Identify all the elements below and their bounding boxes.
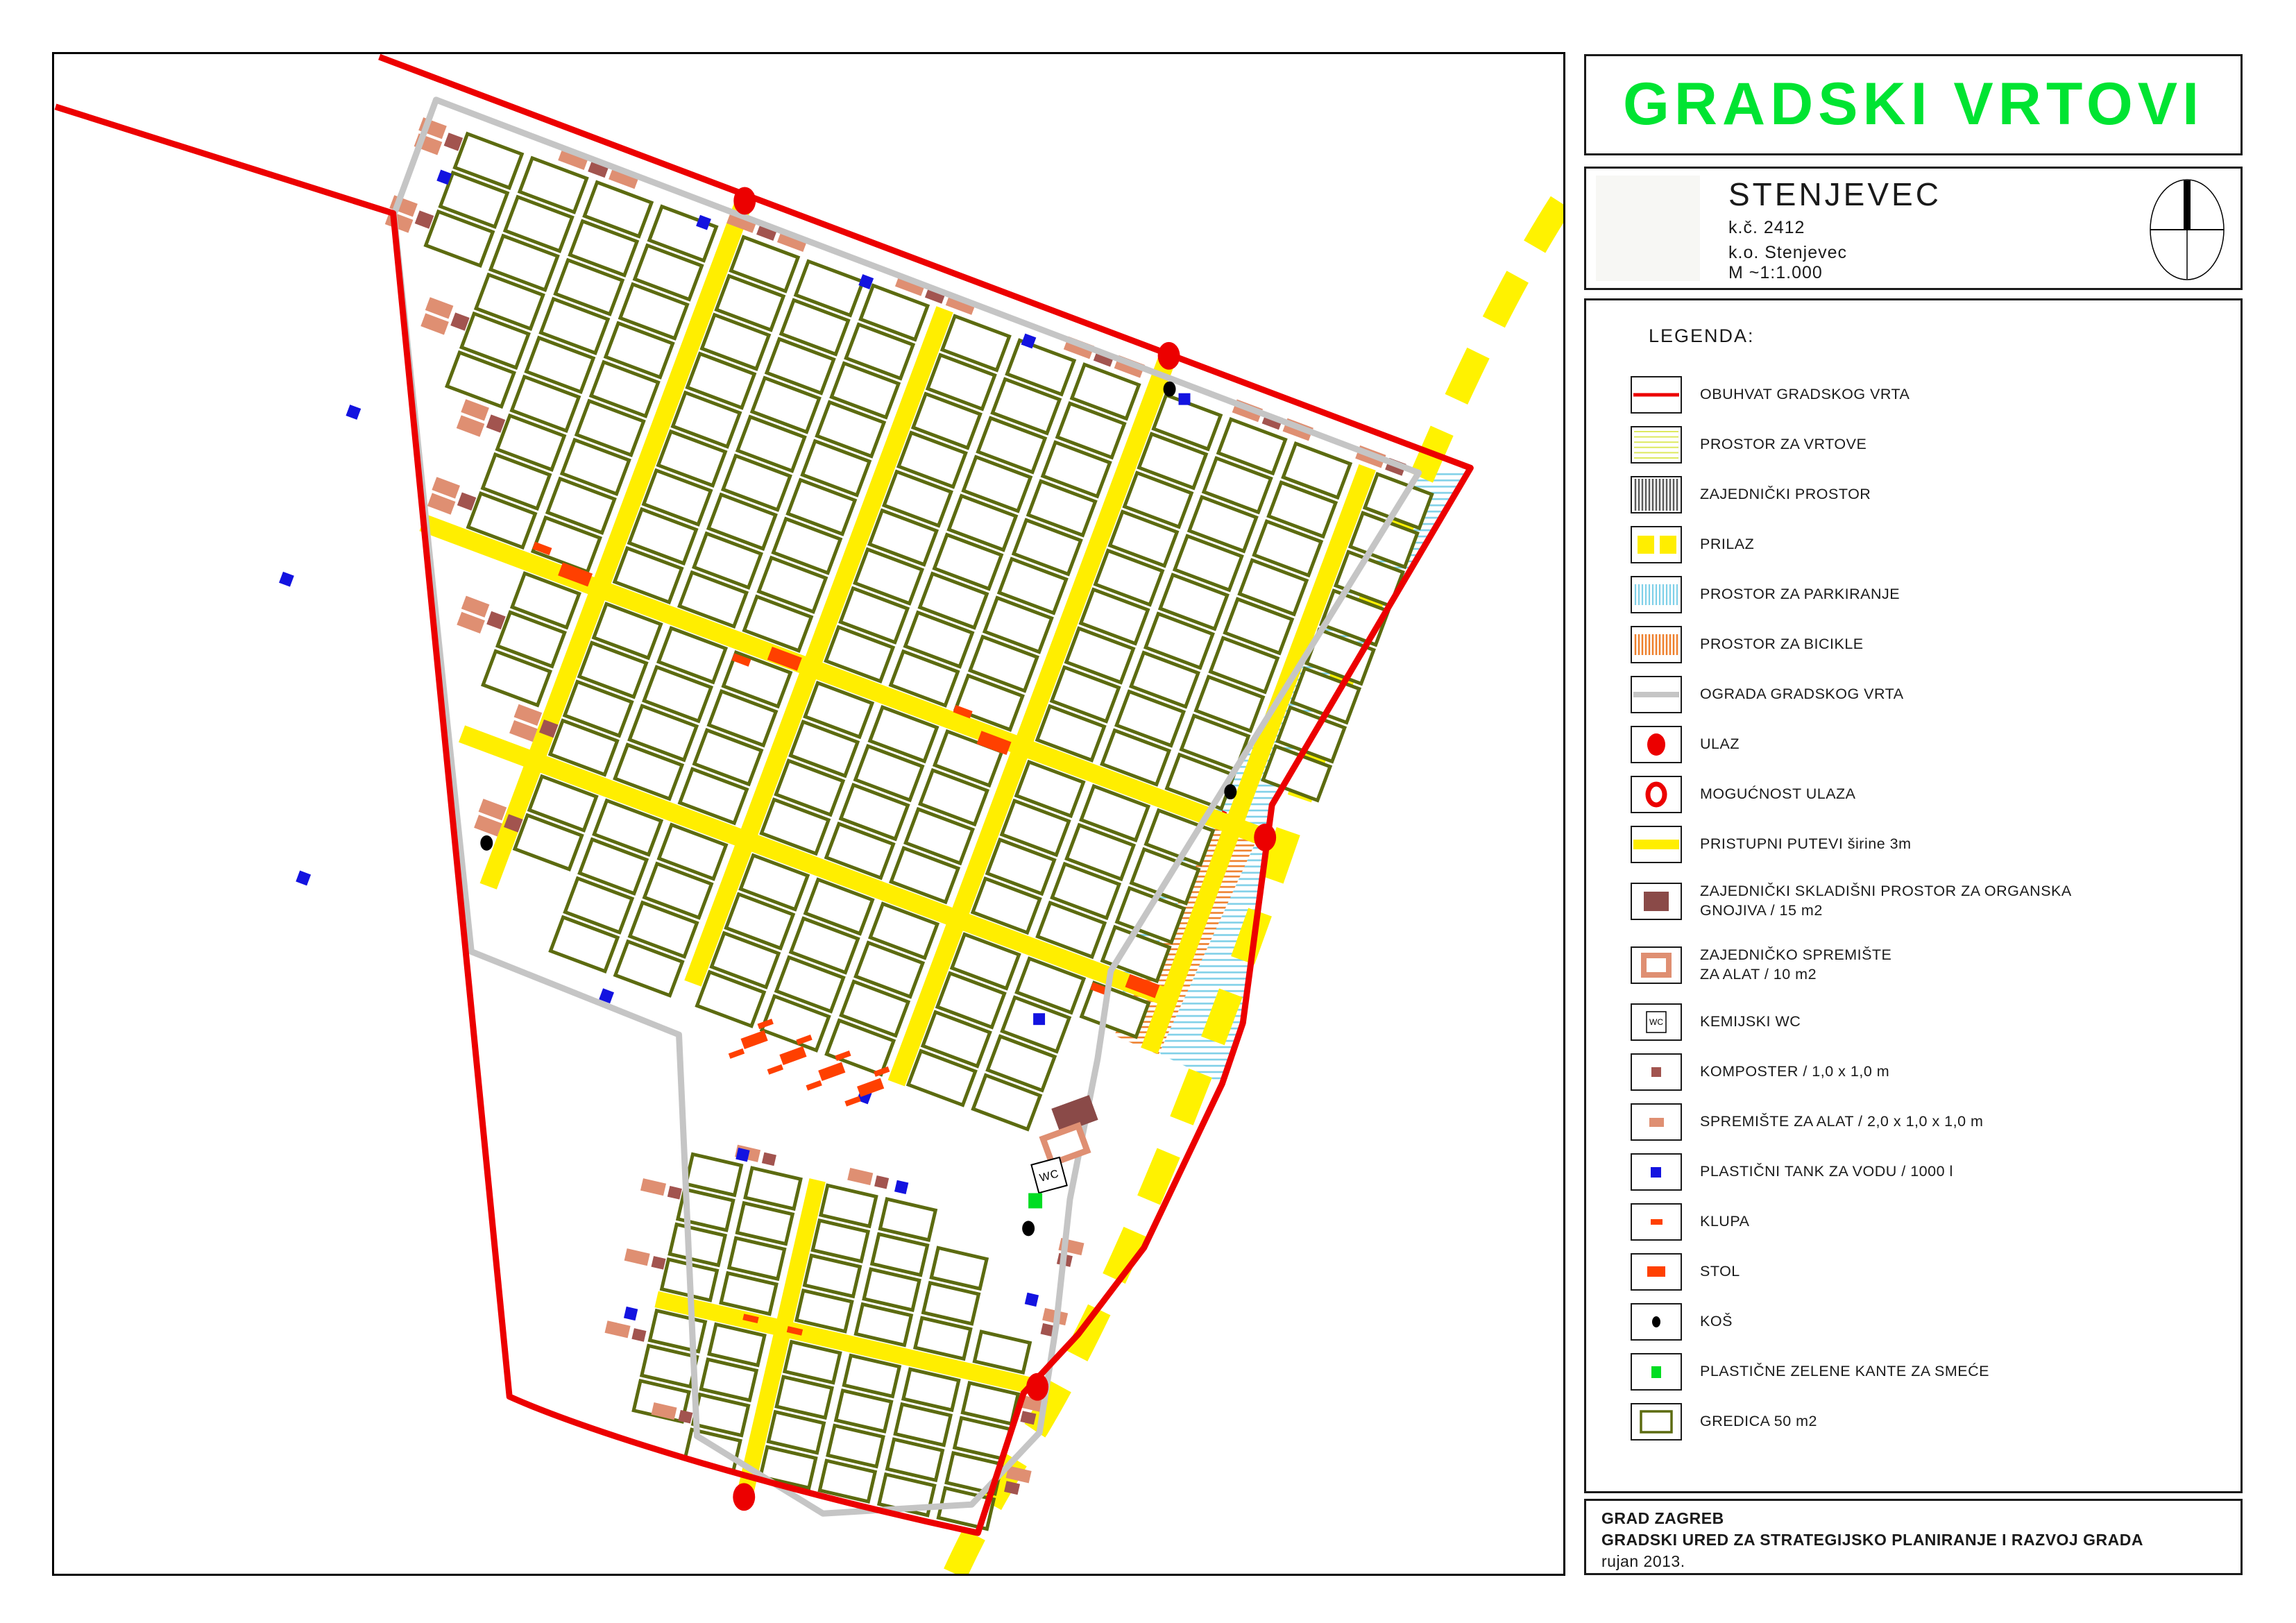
entrance-dot xyxy=(1254,824,1276,851)
main-garden-grid xyxy=(154,83,1445,1215)
legend-item-ograda xyxy=(1586,670,2240,720)
north-arrow-icon xyxy=(2141,174,2233,289)
legend-label: OGRADA GRADSKOG VRTA xyxy=(1700,686,1904,703)
footer-box xyxy=(1584,1499,2243,1575)
garden-plot xyxy=(701,1359,756,1400)
komposter-swatch-icon xyxy=(1631,1053,1682,1091)
garden-plot xyxy=(776,1377,832,1418)
site-municipality: k.o. Stenjevec xyxy=(1728,243,1848,262)
bench-klupa xyxy=(729,1048,745,1059)
kemijski-wc-swatch-icon xyxy=(1631,1003,1682,1041)
legend-label: KEMIJSKI WC xyxy=(1700,1013,1801,1030)
skladisni-prostor-swatch-icon xyxy=(1631,883,1682,920)
stol-swatch-icon xyxy=(1631,1253,1682,1291)
komposter xyxy=(415,210,434,228)
site-name: STENJEVEC xyxy=(1728,176,1941,212)
zajednicki-swatch-icon xyxy=(1631,476,1682,513)
water-tank xyxy=(1033,1013,1045,1025)
legend-label: PROSTOR ZA VRTOVE xyxy=(1700,436,1867,453)
garden-plot xyxy=(872,1234,928,1275)
entrance-dot xyxy=(1026,1373,1048,1401)
komposter xyxy=(631,1328,646,1342)
map-frame xyxy=(52,52,1565,1576)
green-bin xyxy=(1028,1193,1042,1208)
wc-label: WC xyxy=(1038,1168,1061,1184)
legend-item-vrtovi xyxy=(1586,420,2240,470)
bench-klupa xyxy=(844,1096,860,1107)
legend-item-prilaz xyxy=(1586,520,2240,570)
komposter xyxy=(667,1186,682,1200)
kos-swatch-icon xyxy=(1631,1303,1682,1341)
title-box xyxy=(1584,54,2243,155)
water-tank xyxy=(279,572,294,587)
garden-plot xyxy=(745,1168,801,1209)
legend-item-kos xyxy=(1586,1297,2240,1347)
legend-label: ZAJEDNIČKO SPREMIŠTE ZA ALAT / 10 m2 xyxy=(1700,946,1892,983)
ograda-swatch-icon xyxy=(1631,676,1682,713)
legend-item-plasticni-tank xyxy=(1586,1147,2240,1197)
mogucnost-ulaza-swatch-icon xyxy=(1631,776,1682,813)
komposter xyxy=(874,1175,889,1189)
entrance-dot xyxy=(1158,342,1180,370)
garden-plot xyxy=(931,1248,987,1289)
garden-plot xyxy=(924,1283,979,1324)
komposter xyxy=(651,1256,665,1270)
legend-label: PROSTOR ZA PARKIRANJE xyxy=(1700,586,1900,603)
legend-item-zajednicko-spremiste xyxy=(1586,933,2240,997)
tool-shed xyxy=(640,1178,666,1196)
legend-label: ZAJEDNIČKI PROSTOR xyxy=(1700,486,1871,503)
title-panel xyxy=(1584,54,2243,1575)
south-garden-grid xyxy=(576,1123,1089,1559)
legend-heading: LEGENDA: xyxy=(1649,325,1755,346)
garden-plot xyxy=(805,1255,860,1296)
water-tank xyxy=(1179,393,1191,405)
garden-plot xyxy=(836,1391,892,1431)
footer-office: GRADSKI URED ZA STRATEGIJSKO PLANIRANJE I RAZVOJ GRADA xyxy=(1601,1531,2143,1549)
spremiste-za-alat-swatch-icon xyxy=(1631,1103,1682,1141)
legend-label: KOŠ xyxy=(1700,1313,1733,1330)
map-scale: M ~1:1.000 xyxy=(1728,263,1823,282)
water-tank xyxy=(894,1180,908,1194)
water-tank xyxy=(624,1307,638,1320)
legend-item-klupa xyxy=(1586,1197,2240,1247)
parkiranje-swatch-icon xyxy=(1631,576,1682,613)
garden-plot xyxy=(737,1203,792,1244)
zajednicko-spremiste-swatch-icon xyxy=(1631,946,1682,984)
page-title: GRADSKI VRTOVI xyxy=(1622,71,2204,137)
komposter xyxy=(486,611,506,629)
legend-item-zajednicki xyxy=(1586,470,2240,520)
legend-item-obuhvat xyxy=(1586,370,2240,420)
legend-item-mogucnost-ulaza xyxy=(1586,770,2240,819)
legend-label: GREDICA 50 m2 xyxy=(1700,1413,1817,1430)
water-tank xyxy=(346,405,361,420)
water-tank xyxy=(1025,1293,1039,1307)
legend-item-pristupni-putevi xyxy=(1586,819,2240,869)
legend-label: KOMPOSTER / 1,0 x 1,0 m xyxy=(1700,1063,1890,1080)
garden-plot xyxy=(642,1345,697,1386)
footer-org: GRAD ZAGREB xyxy=(1601,1509,1724,1527)
vrtovi-swatch-icon xyxy=(1631,426,1682,464)
bench-klupa xyxy=(806,1080,822,1091)
legend-label: PRISTUPNI PUTEVI širine 3m xyxy=(1700,835,1912,853)
legend-label: ZAJEDNIČKI SKLADIŠNI PROSTOR ZA ORGANSKA GNOJIVA / 15 m2 xyxy=(1700,883,2072,919)
site-text xyxy=(1728,176,1941,263)
plasticni-tank-swatch-icon xyxy=(1631,1153,1682,1191)
klupa-swatch-icon xyxy=(1631,1203,1682,1241)
legend-item-kemijski-wc xyxy=(1586,997,2240,1047)
tool-shed xyxy=(847,1168,873,1185)
komposter xyxy=(762,1153,776,1166)
waste-bin xyxy=(1022,1221,1035,1236)
ulaz-swatch-icon xyxy=(1631,726,1682,763)
entrance-dot xyxy=(733,1483,755,1511)
table-stol xyxy=(779,1046,806,1065)
legend-label: SPREMIŠTE ZA ALAT / 2,0 x 1,0 x 1,0 m xyxy=(1700,1113,1984,1130)
legend-item-zelene-kante xyxy=(1586,1347,2240,1397)
komposter xyxy=(450,312,470,330)
legend-item-komposter xyxy=(1586,1047,2240,1097)
legend-label: STOL xyxy=(1700,1263,1740,1280)
obuhvat-swatch-icon xyxy=(1631,376,1682,414)
legend-label: MOGUĆNOST ULAZA xyxy=(1700,785,1856,803)
legend-label: KLUPA xyxy=(1700,1213,1750,1230)
garden-plot xyxy=(769,1412,824,1453)
garden-plot xyxy=(729,1238,785,1279)
garden-plot xyxy=(895,1404,951,1445)
garden-plot xyxy=(670,1225,725,1266)
garden-plot xyxy=(828,1426,883,1467)
legend-item-bicikle xyxy=(1586,620,2240,670)
komposter xyxy=(457,492,477,510)
gredica-swatch-icon xyxy=(1631,1403,1682,1441)
legend-items xyxy=(1586,370,2240,1447)
legend-label: PLASTIČNE ZELENE KANTE ZA SMEĆE xyxy=(1700,1363,1989,1380)
legend-item-parkiranje xyxy=(1586,570,2240,620)
garden-plot xyxy=(813,1221,868,1261)
legend-label: PROSTOR ZA BICIKLE xyxy=(1700,636,1864,653)
garden-plot xyxy=(686,1154,742,1195)
garden-plot xyxy=(864,1269,919,1310)
garden-plot xyxy=(821,1185,876,1226)
water-tank xyxy=(296,871,311,886)
prilaz-swatch-icon xyxy=(1631,526,1682,563)
table-stol xyxy=(740,1030,767,1049)
entrance-dot xyxy=(733,187,756,214)
waste-bin xyxy=(1164,382,1176,397)
waste-bin xyxy=(480,835,493,851)
tool-shed xyxy=(605,1320,631,1338)
tool-shed xyxy=(624,1248,650,1266)
site-parcel: k.č. 2412 xyxy=(1728,218,1805,237)
garden-plot xyxy=(693,1395,749,1436)
komposter xyxy=(444,133,464,151)
legend-item-spremiste-za-alat xyxy=(1586,1097,2240,1147)
legend-label: PLASTIČNI TANK ZA VODU / 1000 l xyxy=(1700,1163,1953,1180)
komposter xyxy=(486,414,506,432)
waste-bin xyxy=(1224,784,1236,799)
legend-label: OBUHVAT GRADSKOG VRTA xyxy=(1700,386,1910,403)
zelene-kante-swatch-icon xyxy=(1631,1353,1682,1391)
stamp-watermark xyxy=(1596,176,1700,281)
legend-label: PRILAZ xyxy=(1700,536,1755,553)
footer-date: rujan 2013. xyxy=(1601,1552,1685,1571)
legend-label: ULAZ xyxy=(1700,736,1740,753)
site-plan-map xyxy=(54,54,1563,1574)
legend-box xyxy=(1584,298,2243,1493)
site-info-box xyxy=(1584,167,2243,290)
garden-plot xyxy=(887,1439,943,1480)
garden-plot xyxy=(880,1199,935,1240)
bicikle-swatch-icon xyxy=(1631,626,1682,663)
legend-item-skladisni-prostor xyxy=(1586,869,2240,933)
bench-klupa xyxy=(767,1064,783,1075)
svg-text:WC: WC xyxy=(1649,1017,1663,1027)
legend-item-stol xyxy=(1586,1247,2240,1297)
pristupni-putevi-swatch-icon xyxy=(1631,826,1682,863)
table-stol xyxy=(818,1062,845,1081)
legend-item-gredica xyxy=(1586,1397,2240,1447)
legend-item-ulaz xyxy=(1586,720,2240,770)
